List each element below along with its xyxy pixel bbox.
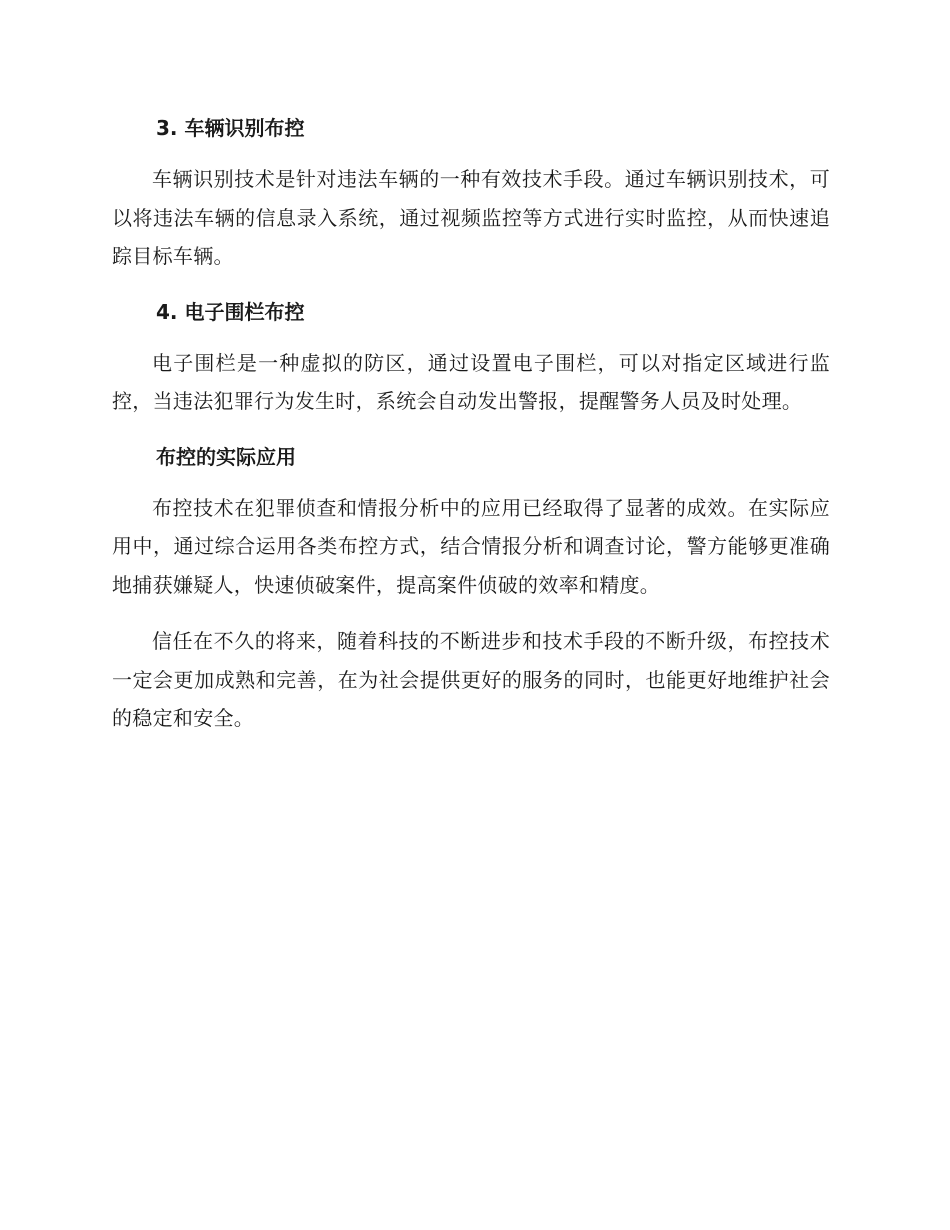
section-heading: 3. 车辆识别布控 [156,116,305,140]
section-heading: 4. 电子围栏布控 [156,299,305,324]
section-heading: 布控的实际应用 [156,444,296,469]
section-paragraph: 布控技术在犯罪侦查和情报分析中的应用已经取得了显著的成效。在实际应用中，通过综合运用各类布控方式，结合情报分析和调查讨论，警方能够更准确地捕获嫌疑人，快速侦破案件，提高案件侦破的效率和精度。 [112,495,830,597]
section-practical-application [112,439,830,738]
section-vehicle-recognition [112,110,830,276]
section-paragraph: 车辆识别技术是针对违法车辆的一种有效技术手段。通过车辆识别技术，可以将违法车辆的信息录入系统，通过视频监控等方式进行实时监控，从而快速追踪目标车辆。 [112,167,830,268]
section-paragraph: 信任在不久的将来，随着科技的不断进步和技术手段的不断升级，布控技术一定会更加成熟和完善，在为社会提供更好的服务的同时，也能更好地维护社会的稳定和安全。 [112,629,830,730]
section-electronic-fence [112,294,830,421]
document-body [112,110,830,752]
section-paragraph: 电子围栏是一种虚拟的防区，通过设置电子围栏，可以对指定区域进行监控，当违法犯罪行为发生时，系统会自动发出警报，提醒警务人员及时处理。 [112,350,830,413]
